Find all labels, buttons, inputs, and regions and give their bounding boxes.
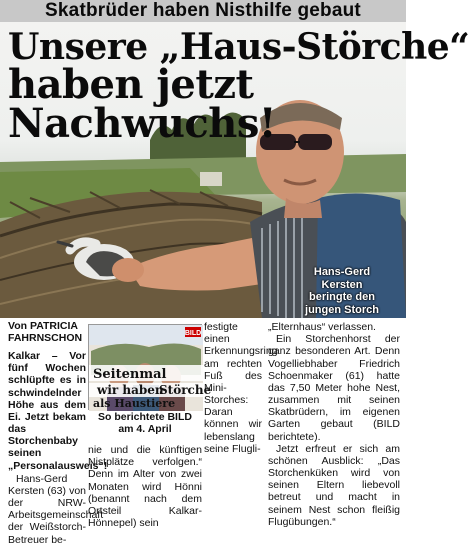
article-paragraph-3-1: „Elternhaus“ verlassen. <box>268 321 376 333</box>
headline-line-2: haben jetzt <box>8 61 254 109</box>
article-column-2-side: festigte einen Erkennungsring am rechten Fuß des Mini-Storches: Daran können wir lebenslang seine Flugli- <box>204 321 278 455</box>
author-line-2: FAHRNSCHON <box>8 331 83 344</box>
author-byline <box>8 321 86 344</box>
article-paragraph-3-2: Ein Storchenhorst der ganz besonderen Art. Denn Vogelliebhaber Friedrich Schoenmaker (61) hatte das 7,50 Meter hohe Nest, zusammen mit seinen Skatbrüdern, im eigenen Garten gebaut (BILD berichtete). <box>268 333 400 443</box>
headline-line-1: Unsere „Haus-Störche“ <box>8 26 469 68</box>
inset-caption <box>88 412 202 436</box>
inset-headline-b: wir haben <box>97 383 164 397</box>
inset-image <box>89 325 212 411</box>
main-photo <box>0 22 469 318</box>
inset-headline-d: als Haustiere <box>93 397 176 410</box>
kicker-text: Skatbrüder haben Nisthilfe gebaut <box>45 0 361 21</box>
article-lead: Kalkar – Vor fünf Wochen schlüpfte es in schwindelnder Höhe aus dem Ei. Jetzt bekam das Storchenbaby seinen „Personalausweis“! <box>8 350 108 472</box>
svg-text:BILD: BILD <box>184 330 202 337</box>
author-line-1: Von PATRICIA <box>8 320 78 332</box>
headline <box>8 26 469 148</box>
photo-caption-line-3: beringte den <box>308 291 375 304</box>
article-body <box>0 318 406 546</box>
inset-headline-a: Seitenmal <box>93 367 167 382</box>
inset-headline-c: Störche <box>159 383 212 397</box>
photo-caption-line-4: jungen Storch <box>305 303 379 316</box>
headline-line-3: Nachwuchs! <box>8 100 276 148</box>
inset-caption-line-2: am 4. April <box>118 422 172 435</box>
inset-clipping <box>88 324 212 410</box>
photo-caption <box>292 266 392 317</box>
article-paragraph-3-3: Jetzt erfreut er sich am schönen Ausblick: „Das Storchenküken wird von seinen Eltern liebevoll betreut und macht in seinem Nest schon fleißig Flugübungen.“ <box>268 442 400 528</box>
hand <box>112 258 144 282</box>
article-column-3 <box>268 321 400 528</box>
photo-caption-line-2: Kersten <box>321 278 363 291</box>
distant-shed <box>200 172 222 186</box>
photo-caption-line-1: Hans-Gerd <box>313 266 371 278</box>
article-column-2-below: nie und die künftigen Nistplätze verfolgen.“ Denn im Alter von zwei Monaten wird Hönni (benannt nach dem Ortsteil Kalkar-Hönnepel) sein <box>88 444 202 530</box>
article-column-1 <box>8 350 108 546</box>
inset-caption-line-1: So berichtete BILD <box>98 411 192 423</box>
kicker-bar <box>0 0 406 22</box>
article-column-1-body: Hans-Gerd Kersten (63) von der NRW-Arbeitsgemeinschaft der Weißstorch-Betreuer be- <box>8 472 104 546</box>
